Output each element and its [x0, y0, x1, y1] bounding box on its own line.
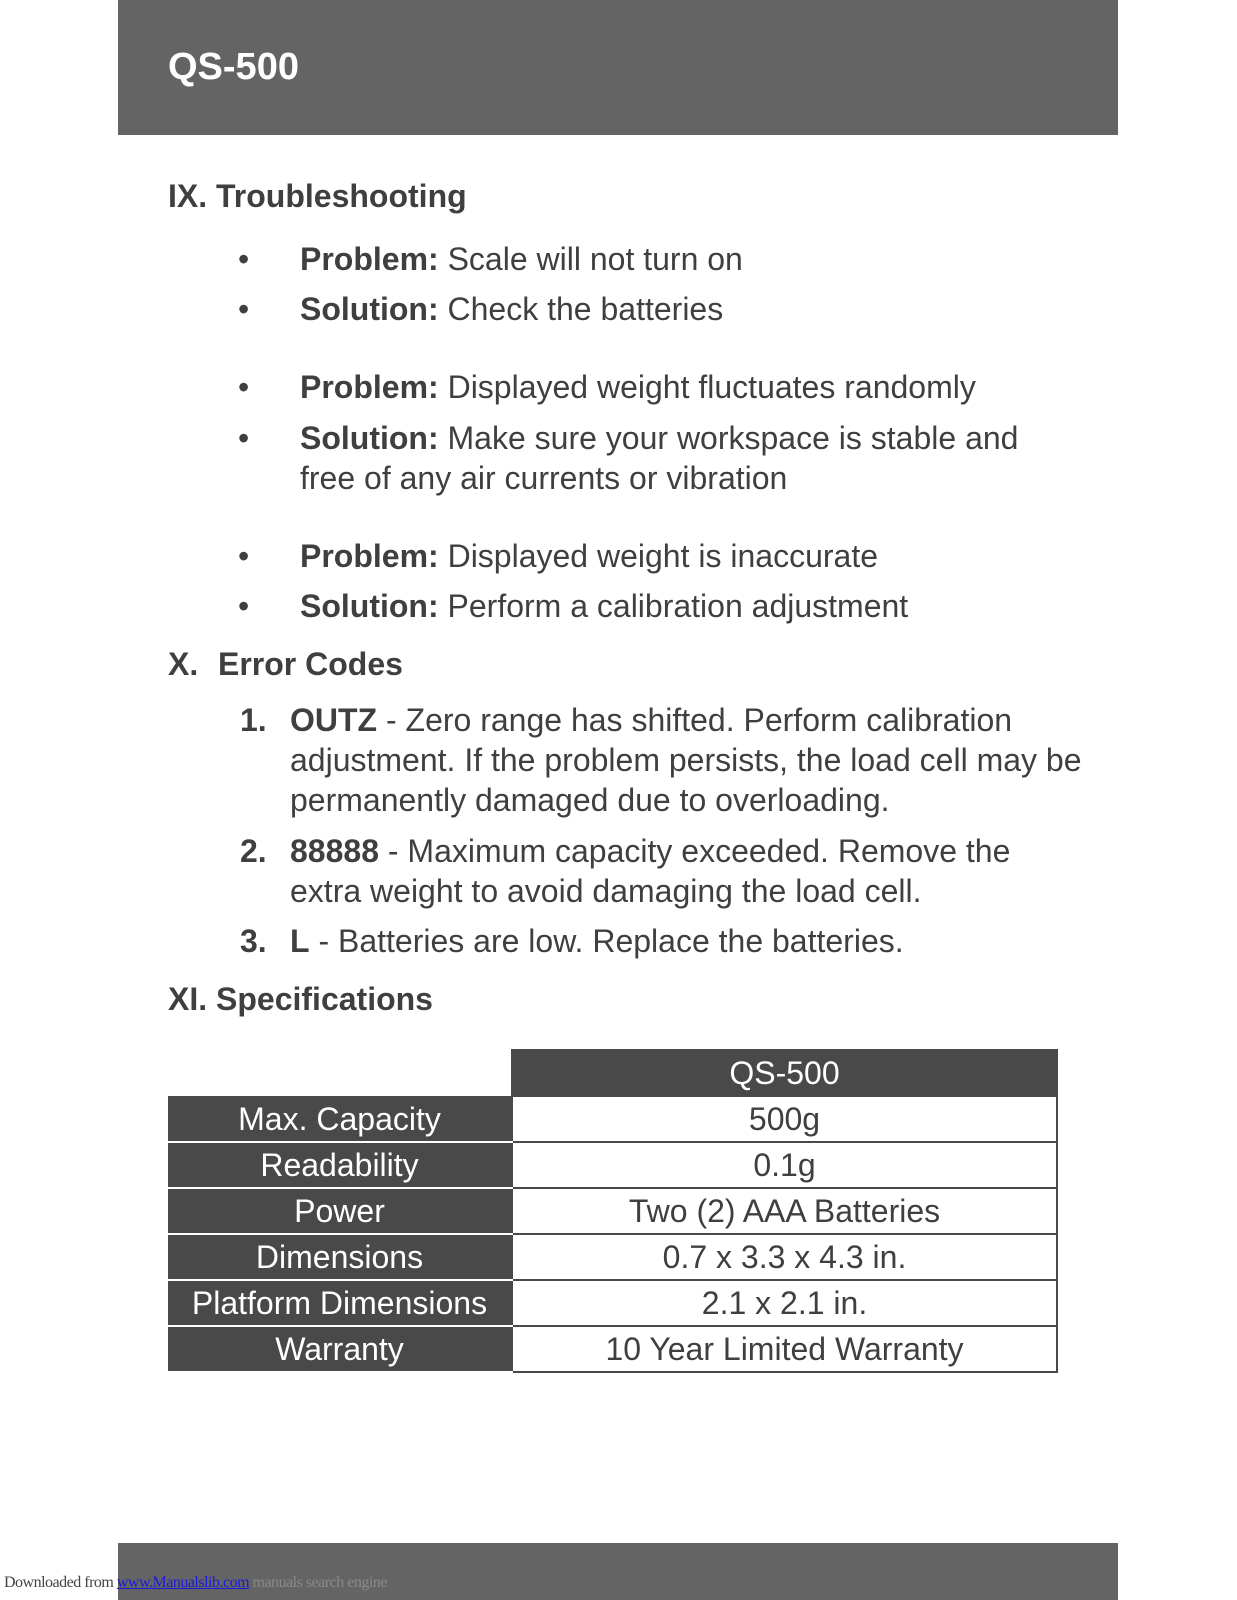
download-credit: [4, 1574, 387, 1592]
bullet-icon: •: [238, 241, 250, 277]
error-codes-heading: [168, 645, 403, 683]
bullet-icon: •: [238, 420, 250, 456]
table-row: [168, 1188, 1057, 1234]
error-code: L: [290, 923, 310, 959]
spec-label: Max. Capacity: [168, 1096, 512, 1142]
item-number: 1.: [240, 702, 267, 738]
spec-value: 10 Year Limited Warranty: [512, 1326, 1057, 1372]
bullet-icon: •: [238, 291, 250, 327]
table-row: [168, 1280, 1057, 1326]
spec-value: 0.1g: [512, 1142, 1057, 1188]
troubleshooting-heading: IX. Troubleshooting: [168, 178, 467, 214]
page-title: QS-500: [168, 46, 299, 88]
error-code: OUTZ: [290, 702, 378, 738]
spec-label: Readability: [168, 1142, 512, 1188]
blank-cell: [168, 1050, 512, 1096]
spec-value: Two (2) AAA Batteries: [512, 1188, 1057, 1234]
spec-label: Power: [168, 1188, 512, 1234]
item-label: Solution:: [300, 588, 439, 624]
item-text: Scale will not turn on: [438, 241, 743, 277]
credit-prefix: Downloaded from: [4, 1574, 117, 1591]
item-label: Solution:: [300, 420, 439, 456]
spec-value: 2.1 x 2.1 in.: [512, 1280, 1057, 1326]
item-label: Solution:: [300, 291, 439, 327]
item-text: Perform a calibration adjustment: [438, 588, 909, 624]
specifications-table: [168, 1049, 1058, 1373]
table-row: [168, 1234, 1057, 1280]
table-row: [168, 1096, 1057, 1142]
item-number: 3.: [240, 923, 267, 959]
item-text: Make sure your workspace is stable and free of any air currents or vibration: [300, 420, 1019, 496]
item-text: Check the batteries: [438, 291, 724, 327]
bullet-icon: •: [238, 538, 250, 574]
spec-label: Platform Dimensions: [168, 1280, 512, 1326]
spec-label: Warranty: [168, 1326, 512, 1372]
item-text: - Zero range has shifted. Perform calibration adjustment. If the problem persists, the load cell may be permanently damaged due to overloading.: [290, 702, 1082, 818]
specifications-heading: XI. Specifications: [168, 981, 433, 1017]
credit-suffix: manuals search engine: [249, 1574, 387, 1591]
bullet-icon: •: [238, 369, 250, 405]
item-text: - Maximum capacity exceeded. Remove the extra weight to avoid damaging the load cell.: [290, 833, 1011, 909]
item-label: Problem:: [300, 538, 439, 574]
table-row: [168, 1142, 1057, 1188]
item-text: Displayed weight is inaccurate: [438, 538, 879, 574]
bullet-icon: •: [238, 588, 250, 624]
table-row: [168, 1326, 1057, 1372]
section-number: X.: [168, 646, 199, 682]
item-number: 2.: [240, 833, 267, 869]
spec-value: 500g: [512, 1096, 1057, 1142]
error-code: 88888: [290, 833, 379, 869]
item-text: Displayed weight fluctuates randomly: [438, 369, 976, 405]
column-header: QS-500: [512, 1050, 1057, 1096]
spec-label: Dimensions: [168, 1234, 512, 1280]
item-label: Problem:: [300, 241, 439, 277]
spec-value: 0.7 x 3.3 x 4.3 in.: [512, 1234, 1057, 1280]
item-text: - Batteries are low. Replace the batteries.: [309, 923, 904, 959]
table-header-row: [168, 1050, 1057, 1096]
manualslib-link[interactable]: www.Manualslib.com: [116, 1574, 250, 1591]
section-title-text: Error Codes: [218, 646, 403, 682]
item-label: Problem:: [300, 369, 439, 405]
